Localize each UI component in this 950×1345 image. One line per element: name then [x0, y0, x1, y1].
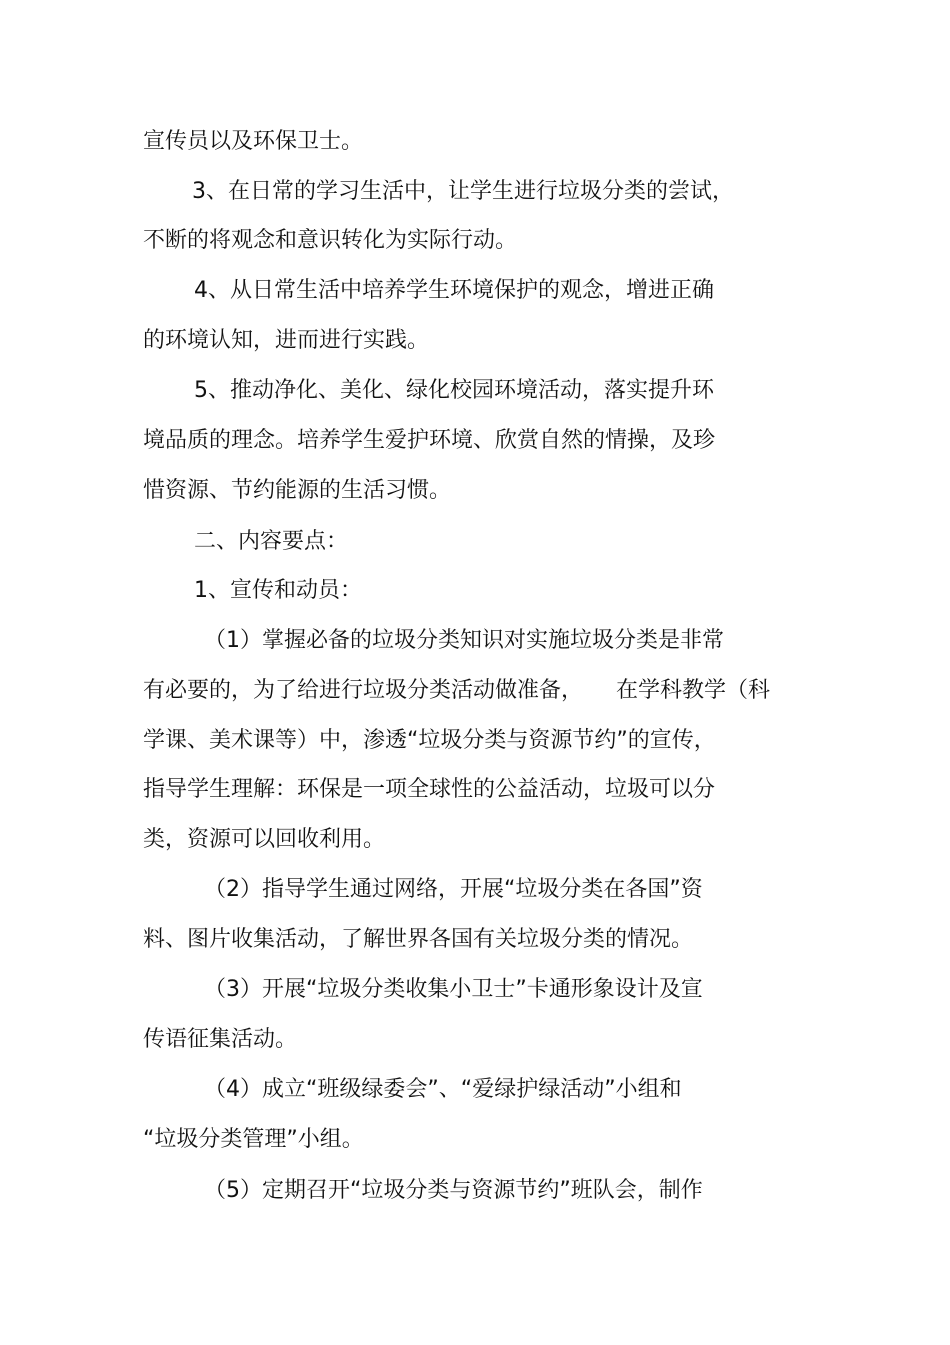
text-line: 有必要的，为了给进行垃圾分类活动做准备， 在学科教学（科	[143, 678, 771, 703]
text-line: 宣传员以及环保卫士。	[143, 129, 364, 154]
text-line: 学课、美术课等）中，渗透“垃圾分类与资源节约”的宣传，	[143, 728, 716, 753]
subsection-heading: 1、宣传和动员：	[194, 578, 362, 603]
text-line: 不断的将观念和意识转化为实际行动。	[143, 228, 518, 253]
section-heading: 二、内容要点：	[194, 529, 349, 554]
text-line: （5）定期召开“垃圾分类与资源节约”班队会，制作	[204, 1178, 703, 1203]
text-line: 料、图片收集活动，了解世界各国有关垃圾分类的情况。	[143, 927, 694, 952]
text-line: 4、从日常生活中培养学生环境保护的观念，增进正确	[194, 278, 714, 303]
text-line: 指导学生理解：环保是一项全球性的公益活动，垃圾可以分	[143, 777, 716, 802]
text-line: 3、在日常的学习生活中，让学生进行垃圾分类的尝试，	[192, 179, 734, 204]
text-line: 5、推动净化、美化、绿化校园环境活动，落实提升环	[194, 378, 714, 403]
text-line: 传语征集活动。	[143, 1027, 298, 1052]
text-line: （1）掌握必备的垃圾分类知识对实施垃圾分类是非常	[204, 628, 724, 653]
text-line: （2）指导学生通过网络，开展“垃圾分类在各国”资	[204, 877, 703, 902]
text-line: 类，资源可以回收利用。	[143, 827, 386, 852]
text-line: （4）成立“班级绿委会”、“爱绿护绿活动”小组和	[204, 1077, 682, 1102]
text-line: “垃圾分类管理”小组。	[143, 1127, 364, 1152]
text-line: （3）开展“垃圾分类收集小卫士”卡通形象设计及宣	[204, 977, 703, 1002]
text-line: 惜资源、节约能源的生活习惯。	[143, 478, 452, 503]
text-line: 的环境认知，进而进行实践。	[143, 328, 430, 353]
text-line: 境品质的理念。培养学生爱护环境、欣赏自然的情操，及珍	[143, 428, 716, 453]
